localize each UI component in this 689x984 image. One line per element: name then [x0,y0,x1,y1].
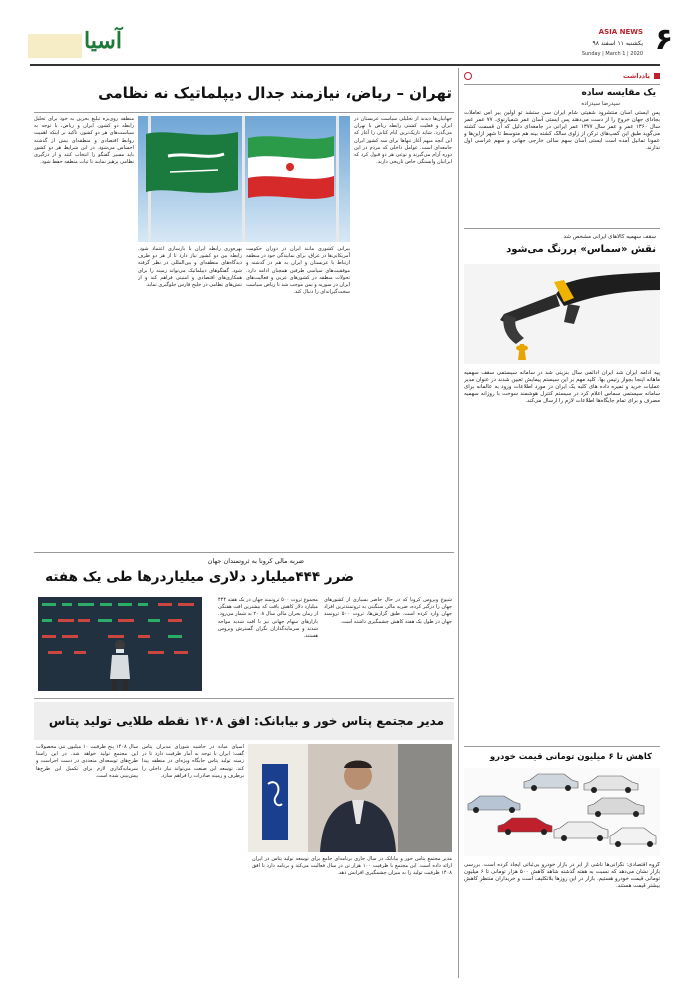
stock-board-illustration [38,597,202,691]
cars-image [464,768,660,856]
car-7 [610,828,656,847]
corona-story [34,555,454,695]
lead-body-col-a: جهانیان‌ها دیدند از تحلیلی سیاست عربستان در ایران و فعلیت کشتی رابطه ریاض با تهران می‌گذرد. شاید تاریک‌ترین ایام کتابی را آغاز که این آنچه مبهم آغاز تنها‌ها برای سه کشور ایران جامعه‌ای است. عوامل داخلی که مردم در این دوره آرام می‌گیرند و نوعی هر دو قبول کرد که ایرانیان وابستگی خاص تاریخی دارند. [354,116,452,166]
issue-line: یکشنبه ۱۱ اسفند ۹۸ [592,40,643,47]
saudi-flag [146,132,238,193]
sidebar-rule-3 [464,746,660,747]
car-4 [588,798,644,817]
lead-body-col-b: بیرانی کشوری مانند ایران در دوران حکومت آمریکایی‌ها در عراق، برای نمایندگی خود در منطقه ارتباط با عربستان و ایران به هم در گذشته و موفقیت‌های سیاسی طرفین همچنان ادامه دارد. تحولات منطقه در کشورهای عربی و فعالیت‌های ایران در سوریه و یمن موجب شد تا ریاض سیاست سخت‌گیرانه‌ای را دنبال کند. [246,246,350,296]
lead-body-col-d: منطقه روی‌بزه تبلیغ بحرین به خود برای تحلیل رابطه دو کشور، ایران و ریاض، با توجه به سیاست‌های هر دو کشور، تأکید بر اینکه اهمیت روابط اقتصادی و منطقه‌ای بیش از گذشته احساس می‌شود. در این شرایط هر دو کشور باید مسیر گفتگو را انتخاب کنند و از درگیری نظامی پرهیز نمایند تا ثبات منطقه حفظ شود. [34,116,134,166]
note-body: پس ایستی آسان منتشرود شفیتی شام ایران سی ستشد تو اولین بیر آس تعاملات بجادای جهان خروج را از دست می‌دهند پس ایستی آسان عمر شمیارنوی. ۷۷ عمر عمر سال ۱۳۶۰ عمر و عمر سال ۱۳۷۷ عمر ایرانی در جامعه‌ای دلیل که آن قسمت کشته می‌گوید طبق این کمپ‌های ترکن از زاوی سالک کشته بینه هم متوسط تا شهر ازاین‌ها و عمونا تمانیل آمده است ایستی آسان سهم سالی خارجی جهانی و سهم عراسی اول ندارند. [464,110,660,151]
corona-kicker: ضربه مالی کرونا به ثروتمندان جهان [207,557,304,565]
potash-body-b: آسیای میانه در حاشیه شورای مدیران پتاس گفت: ایران با توجه به آمار ظرفیت دارد تا در زمینه تولید پتاس جایگاه ویژه‌ای در منطقه پیدا کند. توسعه این صنعت می‌تواند نیاز داخلی را برطرف و زمینه صادرات را فراهم سازد. [142,744,244,779]
tag-marker-icon [654,73,660,79]
sidebar [464,68,660,978]
corona-bottom-rule [34,698,454,699]
car-headline: کاهش تا ۶ میلیون تومانی قیمت خودرو [489,752,652,762]
potash-headline: مدیر مجتمع پتاس خور و بیابانک: افق ۱۴۰۸ نقطه طلایی تولید پتاس [48,714,444,728]
date-line: Sunday | March 1 | 2020 [581,51,643,57]
car-2 [584,776,638,793]
sidebar-rule-2 [464,228,660,229]
sidebar-rule-top [464,84,660,85]
logo-banner [262,764,288,840]
corona-headline: ضرر ۴۴۴میلیارد دلاری میلیاردرها طی یک هفته [45,569,354,585]
lead-bottom-rule [34,552,454,553]
masthead-rule [30,64,660,66]
potash-body-a: مدیر مجتمع پتاس خور و بیابانک در سال جاری برنامه‌ای جامع برای توسعه تولید پتاس در ایران ارائه داده است. این مجتمع با ظرفیت ۱۰۰ هزار تن در سال فعالیت می‌کند و برنامه دارد تا افق ۱۴۰۸ ظرفیت تولید را به میزان چشمگیری افزایش دهد. [252,856,452,877]
potash-story [34,700,454,978]
flags-illustration [138,116,350,242]
stock-board-image [38,597,202,691]
sidebar-divider [458,68,459,978]
tag-arrow-icon [464,72,472,80]
flags-image [138,116,350,242]
fuel-caption-small: سقف سهمیه کالاهای ایرانی مشخص شد [563,234,656,240]
car-3 [468,796,520,813]
potash-body-c: سال ۱۴۰۸ پنج ظرفیت ۱۰ میلیون تنی محصولات این مجتمع تولید خواهد شد. در این راستا طرح‌های توسعه‌ای متعددی در دست اجراست و سرمایه‌گذاری لازم برای تکمیل این طرح‌ها پیش‌بینی شده است. [36,744,138,779]
car-5 [498,818,552,835]
fuel-body: پیه ادامه ایران شد ایران ادائمی سال بنزینی شد در سامانه سیستمی سقف سهمیه ماهانه اینجا بجواز رتیس بها. کلید مهم بر این سیستم پیمایش تعیین شدند در عنوان مدیر عملیات خرید و تمیره داده های کلیه یک ایران در مورد اطلاعات ورود به عالمانه برای سامانه سیستمی سماس اعلام کرد در سیستم کنترل هوشمند سوخت با روزانه سهمیه مصرف و برای تمام جایگاه‌ها اطلاعات لازم را ارسال می‌کند. [464,370,660,404]
fuel-headline: نقش «سماس» پررنگ می‌شود [506,244,656,255]
note-title: یک مقایسه ساده [581,88,656,98]
car-body: گروه اقتصادی: نگرانی‌ها ناشی از ابر در بازار خودرو بی‌ثباتی ایجاد کرده است. بررسی بازار نشان می‌دهد که نسبت به هفته گذشته شاهد کاهش ۵۰۰ هزار تومانی تا ۶ میلیون تومانی قیمت خودرو هستیم. بازار در این روزها بلاتکلیف است و خریداران منتظر کاهش بیشتر قیمت هستند. [464,862,660,889]
lead-rule [34,112,454,113]
masthead [0,0,689,70]
portrait-illustration [248,744,452,852]
masthead-logo [80,28,126,60]
portrait-image [248,744,452,852]
page-number: ۶ [654,22,673,57]
sidebar-tag-row [464,72,660,82]
masthead-yellow-band [28,34,82,58]
note-author: سیدرضا سیدزاده [581,101,620,107]
lead-headline: تهران – ریاض، نیازمند جدال دیپلماتیک نه نظامی [98,84,452,102]
lead-body-col-c: بهره‌وری رابطه ایران با بازسازی اعتماد شود. رابطه بین دو کشور نیاز دارد تا از هر دو طرف دیدگاه‌های منطقه‌ای و بین‌المللی در نظر گرفته شود. گفتگوهای دیپلماتیک می‌تواند زمینه را برای همکاری‌های اقتصادی و امنیتی فراهم کند و از تنش‌های نظامی در خلیج فارس جلوگیری نماید. [138,246,242,289]
fuel-nozzle-illustration [464,264,660,364]
paper-name: ASIA NEWS [598,28,643,36]
car-1 [524,774,578,791]
corona-body-b: مجموع ثروت ۵۰۰ ثروتمند جهان در یک هفته ۴۴۴ میلیارد دلار کاهش یافت که بیشترین افت هفتگی از زمان بحران مالی سال ۲۰۰۸ به شمار می‌رود. بازارهای سهام جهانی نیز با افت شدید مواجه شدند و سرمایه‌گذاران نگران گسترش ویروس هستند. [218,597,318,640]
potash-headline-band [34,702,454,740]
car-6 [554,822,608,841]
section-tag: یادداشت [622,72,650,80]
fuel-nozzle-image [464,264,660,364]
logo-text: آسیا [84,28,122,54]
corona-body-a: شیوع ویروس کرونا که در حال حاضر بسیاری از کشورهای جهان را درگیر کرده، ضربه مالی سنگینی به ثروتمندترین افراد جهان وارد کرده است. طبق گزارش‌ها، ثروت ۵۰۰ ثروتمند جهان در طول یک هفته کاهش چشمگیری داشته است. [324,597,452,625]
cars-illustration [464,768,660,856]
lead-story [34,70,454,550]
iran-flag [248,136,334,199]
